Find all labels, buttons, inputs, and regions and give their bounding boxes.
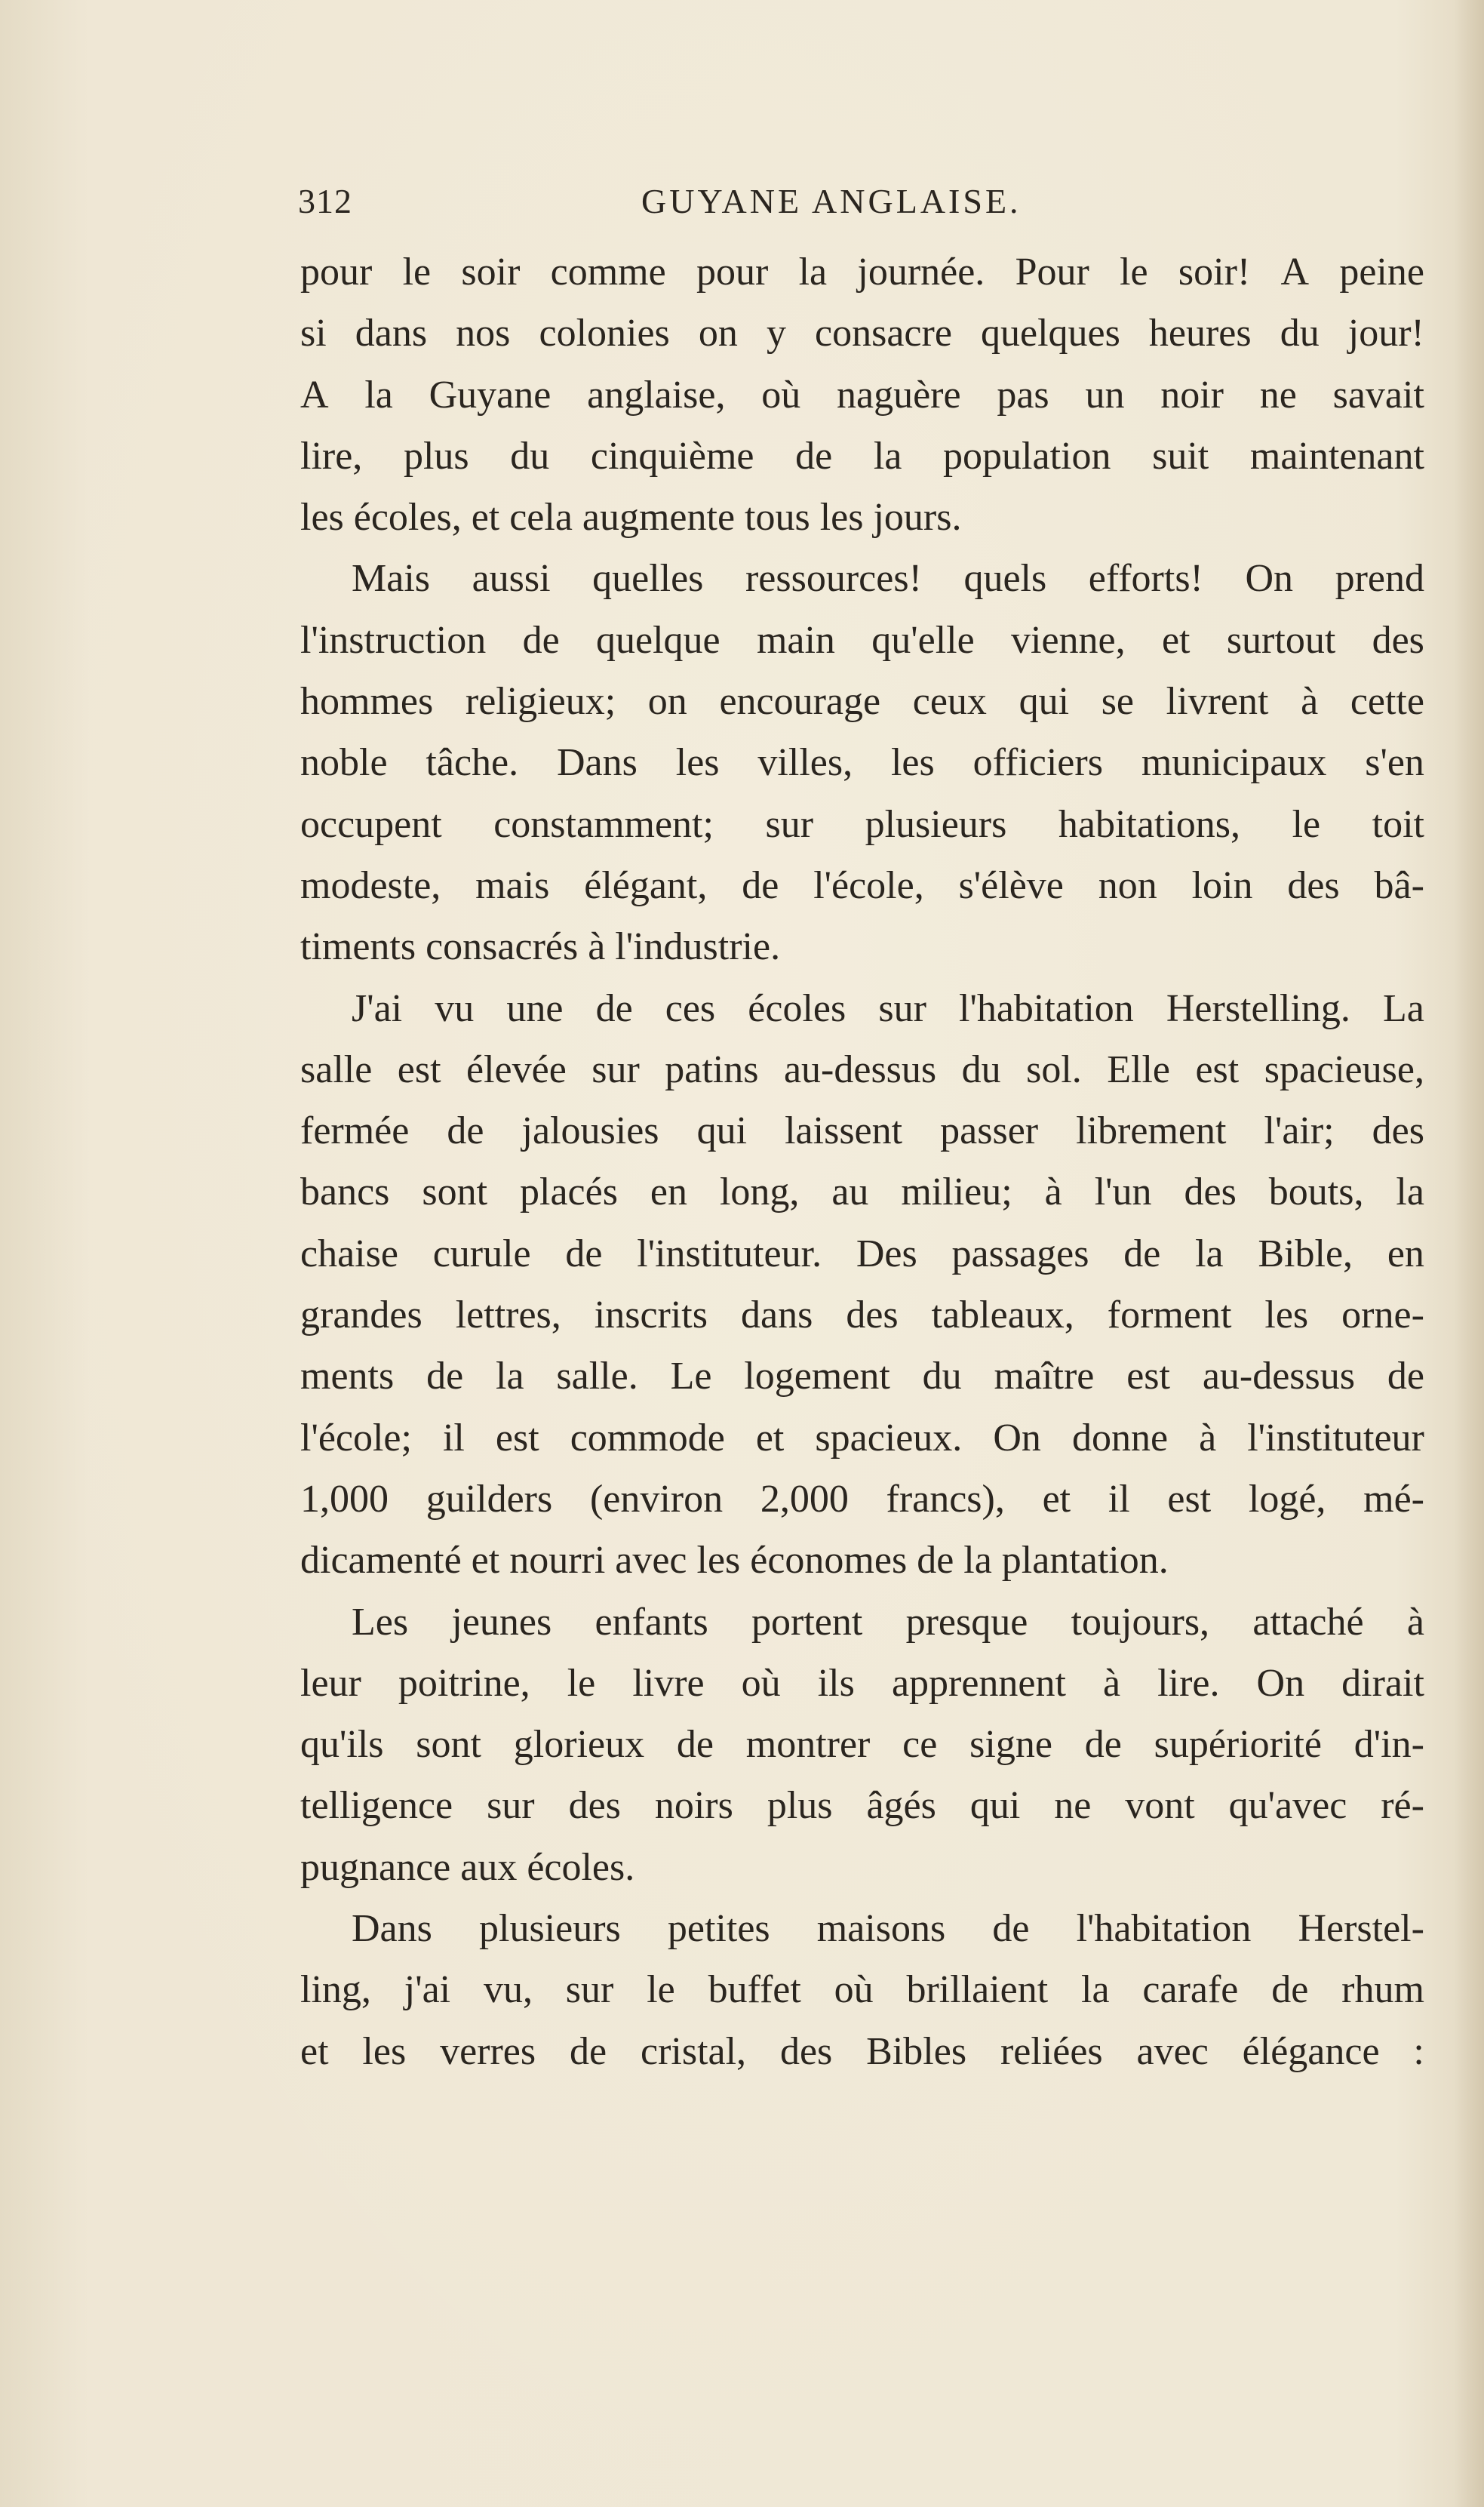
text-line — [300, 916, 1424, 977]
word: (environ — [589, 1477, 724, 1521]
word: placés — [520, 1170, 618, 1214]
word: salle. — [556, 1355, 638, 1398]
word: de — [570, 2029, 607, 2073]
word: aussi — [472, 557, 551, 601]
word: religieux; — [465, 680, 616, 724]
text-line-content: les écoles, et cela augmente tous les jours. — [300, 496, 962, 540]
word: vu — [435, 986, 475, 1030]
running-title: GUYANE ANGLAISE. — [641, 182, 1022, 220]
word: prend — [1335, 557, 1424, 601]
word: spacieuse, — [1264, 1047, 1424, 1091]
word: l'habitation — [959, 986, 1134, 1030]
word: vu, — [483, 1968, 533, 2012]
word: âgés — [866, 1784, 936, 1828]
word: de — [1123, 1232, 1161, 1275]
word: d'in- — [1353, 1723, 1424, 1767]
word: reliées — [1000, 2029, 1103, 2073]
text-line — [300, 426, 1424, 487]
text-line — [300, 1714, 1424, 1775]
word: colonies — [539, 312, 670, 355]
word: loin — [1191, 863, 1253, 907]
word: ling, — [300, 1968, 371, 2012]
text-line — [300, 1346, 1424, 1407]
text-line — [300, 1959, 1424, 2020]
word: ce — [902, 1723, 938, 1767]
text-line — [300, 1223, 1424, 1284]
word: suit — [1152, 434, 1209, 478]
word: librement — [1076, 1109, 1227, 1153]
word: heures — [1148, 312, 1252, 355]
word: la — [873, 434, 902, 478]
word: à — [1103, 1661, 1121, 1705]
text-line — [300, 1837, 1424, 1898]
word: donne — [1071, 1416, 1169, 1460]
word: surtout — [1226, 618, 1336, 662]
text-line — [300, 487, 1424, 548]
word: anglaise, — [587, 373, 726, 417]
word: ces — [665, 986, 716, 1030]
word: et — [1161, 618, 1191, 662]
body-text — [300, 241, 1424, 2082]
word: au-dessus — [783, 1047, 937, 1091]
word: nos — [456, 312, 511, 355]
word: rhum — [1341, 1968, 1424, 2012]
word: le — [647, 1968, 675, 2012]
word: le — [1292, 802, 1321, 846]
word: constamment; — [493, 802, 714, 846]
word: spacieux. — [815, 1416, 963, 1460]
word: attaché — [1252, 1600, 1364, 1644]
word: tâche. — [426, 741, 519, 785]
word: les — [1264, 1293, 1309, 1337]
word: quelles — [592, 557, 704, 601]
word: est — [1195, 1047, 1240, 1091]
word: le — [402, 251, 432, 294]
word: livre — [632, 1661, 705, 1705]
word: noirs — [654, 1784, 733, 1828]
word: l'instituteur — [1247, 1416, 1424, 1460]
word: fermée — [300, 1109, 410, 1153]
word: supériorité — [1154, 1723, 1322, 1767]
word: hommes — [300, 680, 434, 724]
word: du — [510, 434, 550, 478]
text-line — [300, 1100, 1424, 1161]
word: dans — [741, 1293, 813, 1337]
text-line — [300, 1530, 1424, 1591]
word: guilders — [426, 1477, 553, 1521]
word: glorieux — [513, 1723, 645, 1767]
word: de — [565, 1232, 603, 1275]
word: toit — [1372, 802, 1424, 846]
word: qu'ils — [300, 1723, 384, 1767]
word: lettres, — [455, 1293, 561, 1337]
word: de — [426, 1355, 464, 1398]
word: mais — [475, 863, 550, 907]
word: il — [442, 1416, 465, 1460]
word: passages — [951, 1232, 1089, 1275]
word: plusieurs — [865, 802, 1007, 846]
word: en — [650, 1170, 687, 1214]
word: la — [496, 1355, 524, 1398]
word: l'instruction — [300, 618, 487, 662]
text-line — [300, 1039, 1424, 1100]
word: cette — [1350, 680, 1424, 724]
word: des — [1372, 618, 1424, 662]
word: inscrits — [594, 1293, 708, 1337]
word: telligence — [300, 1784, 453, 1828]
page-number: 312 — [298, 182, 352, 220]
word: montrer — [745, 1723, 871, 1767]
text-line — [300, 671, 1424, 732]
word: où — [741, 1661, 781, 1705]
word: ne — [1259, 373, 1297, 417]
text-line-content: dicamenté et nourri avec les économes de la plantation. — [300, 1539, 1169, 1583]
text-line — [300, 1161, 1424, 1223]
word: à — [1044, 1170, 1062, 1214]
text-line — [300, 978, 1424, 1039]
word: mé- — [1363, 1477, 1424, 1521]
word: ments — [300, 1355, 395, 1398]
word: écoles — [748, 986, 846, 1030]
word: il — [1108, 1477, 1130, 1521]
word: maisons — [816, 1907, 946, 1951]
word: villes, — [757, 741, 853, 785]
word: se — [1101, 680, 1135, 724]
word: s'élève — [958, 863, 1064, 907]
word: : — [1413, 2029, 1424, 2073]
word: 2,000 — [760, 1477, 849, 1521]
word: poitrine, — [398, 1661, 530, 1705]
word: ré- — [1381, 1784, 1424, 1828]
text-line — [300, 610, 1424, 671]
word: si — [300, 312, 327, 355]
word: milieu; — [901, 1170, 1012, 1214]
word: francs), — [886, 1477, 1005, 1521]
word: encourage — [719, 680, 881, 724]
word: quelque — [596, 618, 720, 662]
word: Dans — [352, 1907, 432, 1951]
word: des — [779, 2029, 833, 2073]
word: maître — [994, 1355, 1095, 1398]
word: qu'avec — [1228, 1784, 1347, 1828]
text-line — [300, 732, 1424, 793]
word: et — [755, 1416, 785, 1460]
word: qu'elle — [871, 618, 975, 662]
word: plusieurs — [479, 1907, 621, 1951]
word: naguère — [837, 373, 961, 417]
word: de — [1387, 1355, 1424, 1398]
word: Bible, — [1258, 1232, 1353, 1275]
word: la — [364, 373, 393, 417]
word: des — [1372, 1109, 1424, 1153]
word: consacre — [815, 312, 952, 355]
word: Les — [352, 1600, 409, 1644]
word: lire. — [1157, 1661, 1220, 1705]
word: de — [595, 986, 633, 1030]
word: commode — [570, 1416, 725, 1460]
word: portent — [751, 1600, 863, 1644]
word: soir — [461, 251, 521, 294]
word: où — [761, 373, 801, 417]
word: l'instituteur. — [637, 1232, 822, 1275]
word: logé, — [1248, 1477, 1326, 1521]
word: forment — [1107, 1293, 1232, 1337]
word: jalousies — [521, 1109, 659, 1153]
word: est — [397, 1047, 441, 1091]
word: ceux — [912, 680, 987, 724]
word: jour! — [1347, 312, 1424, 355]
word: La — [1383, 986, 1424, 1030]
word: le — [567, 1661, 596, 1705]
word: j'ai — [404, 1968, 451, 2012]
word: de — [992, 1907, 1030, 1951]
word: grandes — [300, 1293, 422, 1337]
word: de — [1271, 1968, 1309, 2012]
word: maintenant — [1249, 434, 1424, 478]
text-line — [300, 2021, 1424, 2082]
word: on — [647, 680, 687, 724]
word: curule — [432, 1232, 531, 1275]
word: l'école, — [813, 863, 924, 907]
word: A — [300, 373, 329, 417]
word: à — [1406, 1600, 1424, 1644]
word: sont — [416, 1723, 481, 1767]
word: sur — [878, 986, 926, 1030]
running-header — [298, 181, 1068, 234]
word: orne- — [1341, 1293, 1424, 1337]
word: un — [1085, 373, 1125, 417]
word: A — [1280, 251, 1310, 294]
text-line — [300, 1775, 1424, 1836]
text-line — [300, 303, 1424, 364]
word: de — [1084, 1723, 1122, 1767]
word: à — [1199, 1416, 1217, 1460]
word: signe — [969, 1723, 1052, 1767]
word: buffet — [708, 1968, 801, 2012]
word: sont — [422, 1170, 488, 1214]
word: de — [742, 863, 779, 907]
word: pas — [997, 373, 1049, 417]
word: On — [1256, 1661, 1305, 1705]
word: ne — [1054, 1784, 1092, 1828]
word: et — [1042, 1477, 1071, 1521]
word: Herstel- — [1298, 1907, 1424, 1951]
word: une — [506, 986, 564, 1030]
word: de — [676, 1723, 714, 1767]
word: carafe — [1142, 1968, 1239, 2012]
word: élevée — [466, 1047, 567, 1091]
word: sur — [765, 802, 814, 846]
word: enfants — [595, 1600, 708, 1644]
word: la — [798, 251, 828, 294]
word: l'air; — [1264, 1109, 1335, 1153]
word: journée. — [857, 251, 985, 294]
text-line — [300, 1898, 1424, 1959]
word: qui — [1019, 680, 1070, 724]
word: est — [1167, 1477, 1212, 1521]
word: dirait — [1341, 1661, 1424, 1705]
word: cinquième — [590, 434, 754, 478]
word: peine — [1339, 251, 1424, 294]
word: soir! — [1178, 251, 1251, 294]
word: est — [495, 1416, 539, 1460]
word: presque — [905, 1600, 1028, 1644]
word: des — [568, 1784, 621, 1828]
word: l'école; — [300, 1416, 412, 1460]
word: cristal, — [640, 2029, 747, 2073]
word: les — [675, 741, 720, 785]
text-line — [300, 1469, 1424, 1530]
word: s'en — [1365, 741, 1424, 785]
word: Mais — [352, 557, 430, 601]
text-line — [300, 794, 1424, 855]
word: des — [1287, 863, 1340, 907]
word: de — [795, 434, 833, 478]
word: Bibles — [866, 2029, 967, 2073]
word: Guyane — [429, 373, 552, 417]
word: On — [1245, 557, 1293, 601]
text-line — [300, 855, 1424, 916]
word: du — [1280, 312, 1320, 355]
word: Herstelling. — [1166, 986, 1350, 1030]
word: verres — [440, 2029, 536, 2073]
word: bancs — [300, 1170, 390, 1214]
word: la — [1195, 1232, 1224, 1275]
word: ressources! — [745, 557, 922, 601]
word: bouts, — [1268, 1170, 1364, 1214]
word: pour — [696, 251, 769, 294]
word: patins — [665, 1047, 759, 1091]
word: ils — [817, 1661, 855, 1705]
page-edge-shadow — [1454, 0, 1484, 2507]
word: lire, — [300, 434, 363, 478]
word: laissent — [785, 1109, 903, 1153]
word: non — [1098, 863, 1157, 907]
word: élégance — [1242, 2029, 1380, 2073]
word: Des — [856, 1232, 917, 1275]
word: brillaient — [906, 1968, 1049, 2012]
word: plus — [767, 1784, 833, 1828]
word: efforts! — [1088, 557, 1203, 601]
word: population — [943, 434, 1111, 478]
word: où — [834, 1968, 874, 2012]
word: sur — [591, 1047, 640, 1091]
word: l'un — [1094, 1170, 1152, 1214]
word: comme — [550, 251, 666, 294]
word: élégant, — [584, 863, 708, 907]
word: à — [1301, 680, 1319, 724]
word: au-dessus — [1202, 1355, 1356, 1398]
word: apprennent — [891, 1661, 1066, 1705]
word: quelques — [980, 312, 1120, 355]
word: y — [766, 312, 786, 355]
word: du — [961, 1047, 1001, 1091]
word: des — [1184, 1170, 1237, 1214]
word: On — [993, 1416, 1041, 1460]
word: de — [447, 1109, 484, 1153]
word: et — [300, 2029, 329, 2073]
word: sol. — [1026, 1047, 1082, 1091]
word: plus — [403, 434, 469, 478]
word: on — [698, 312, 738, 355]
word: vienne, — [1011, 618, 1126, 662]
text-line — [300, 1284, 1424, 1346]
word: passer — [940, 1109, 1039, 1153]
word: Pour — [1015, 251, 1089, 294]
word: du — [922, 1355, 962, 1398]
text-line — [300, 365, 1424, 426]
word: au — [831, 1170, 869, 1214]
text-line-content: timents consacrés à l'industrie. — [300, 925, 781, 969]
word: pour — [300, 251, 373, 294]
word: 1,000 — [300, 1477, 389, 1521]
word: habitations, — [1058, 802, 1241, 846]
word: savait — [1332, 373, 1424, 417]
word: est — [1126, 1355, 1170, 1398]
word: occupent — [300, 802, 442, 846]
word: Le — [670, 1355, 712, 1398]
word: en — [1387, 1232, 1424, 1275]
word: dans — [355, 312, 428, 355]
word: de — [522, 618, 560, 662]
word: livrent — [1166, 680, 1269, 724]
word: Dans — [557, 741, 638, 785]
word: sur — [487, 1784, 535, 1828]
word: toujours, — [1071, 1600, 1210, 1644]
word: J'ai — [352, 986, 403, 1030]
word: logement — [744, 1355, 890, 1398]
word: vont — [1125, 1784, 1195, 1828]
word: l'habitation — [1076, 1907, 1252, 1951]
word: jeunes — [451, 1600, 552, 1644]
text-line-content: pugnance aux écoles. — [300, 1845, 635, 1889]
word: sur — [565, 1968, 614, 2012]
text-line — [300, 548, 1424, 609]
word: modeste, — [300, 863, 441, 907]
word: municipaux — [1141, 741, 1327, 785]
word: tableaux, — [931, 1293, 1074, 1337]
word: salle — [300, 1047, 373, 1091]
text-line — [300, 1653, 1424, 1714]
word: qui — [969, 1784, 1021, 1828]
word: Elle — [1107, 1047, 1170, 1091]
word: main — [756, 618, 835, 662]
word: bâ- — [1374, 863, 1424, 907]
word: noble — [300, 741, 388, 785]
word: la — [1396, 1170, 1424, 1214]
word: avec — [1136, 2029, 1209, 2073]
text-line — [300, 241, 1424, 303]
word: la — [1081, 1968, 1110, 2012]
word: le — [1120, 251, 1148, 294]
word: les — [890, 741, 935, 785]
text-line — [300, 1592, 1424, 1653]
word: long, — [719, 1170, 800, 1214]
word: qui — [696, 1109, 748, 1153]
word: petites — [667, 1907, 770, 1951]
word: les — [362, 2029, 407, 2073]
text-line — [300, 1407, 1424, 1469]
word: des — [846, 1293, 899, 1337]
word: noir — [1160, 373, 1224, 417]
word: officiers — [972, 741, 1103, 785]
word: leur — [300, 1661, 361, 1705]
word: chaise — [300, 1232, 398, 1275]
word: quels — [963, 557, 1047, 601]
